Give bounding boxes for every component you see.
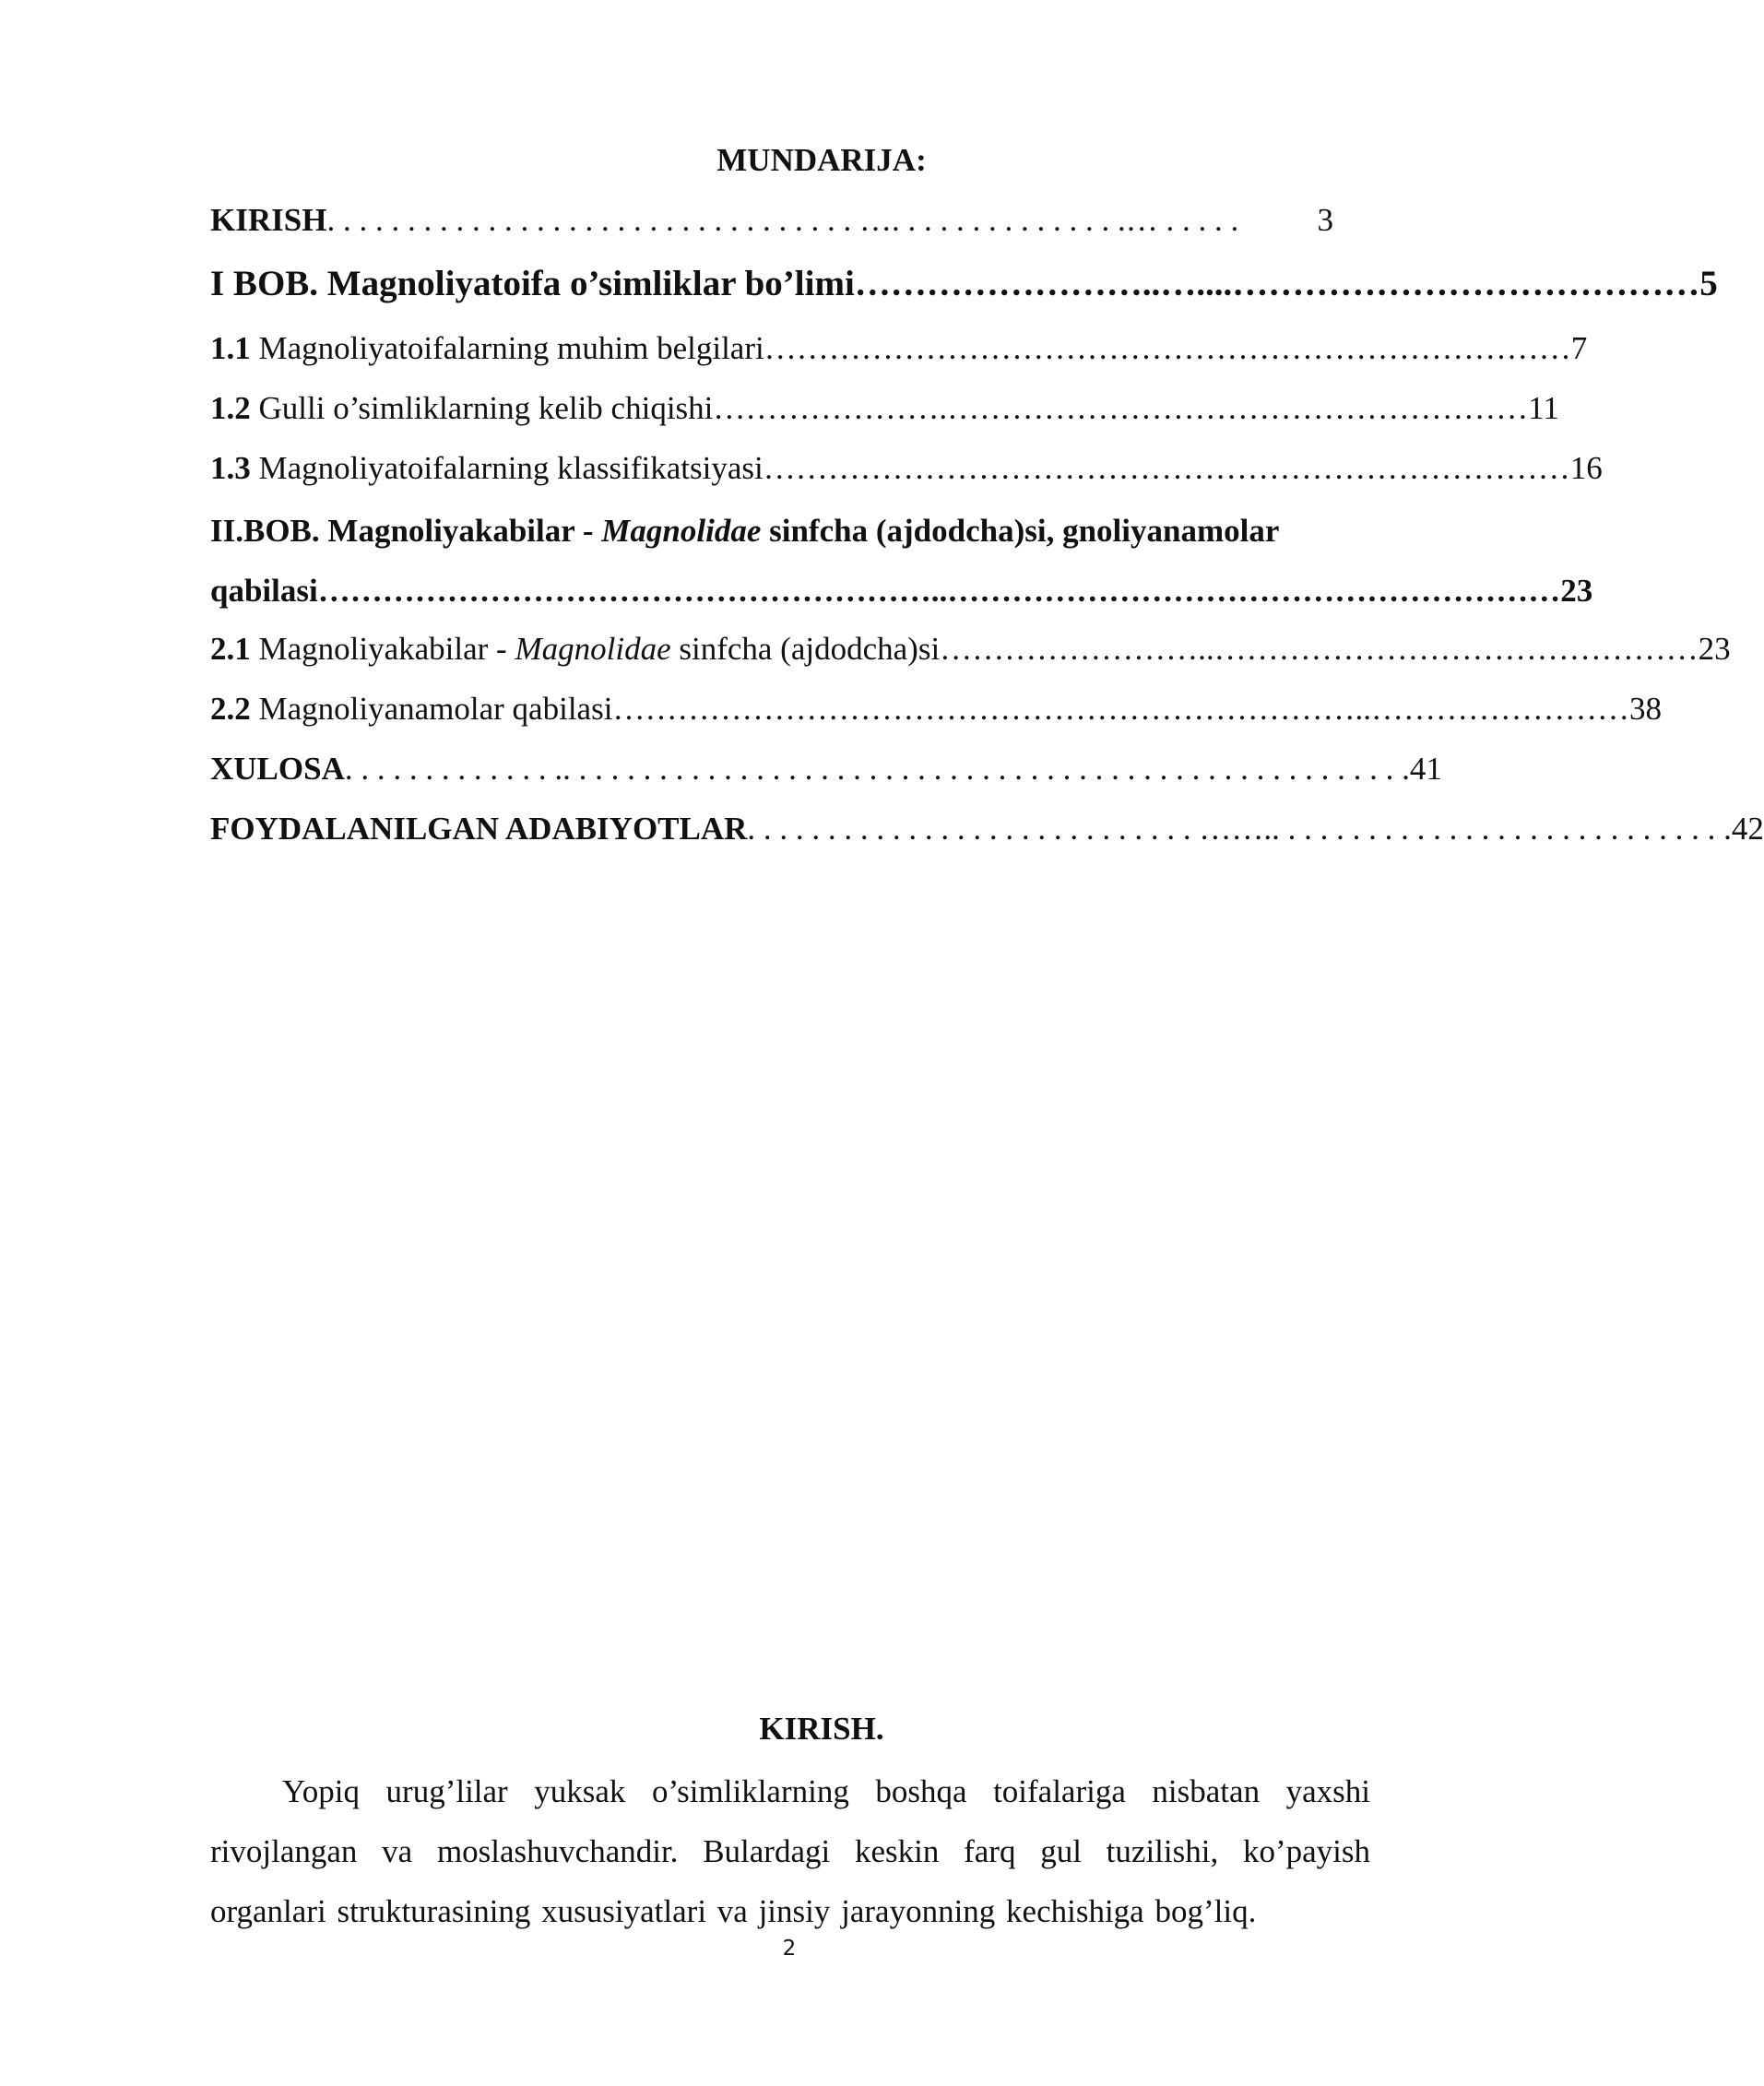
toc-page-number: 41: [1409, 751, 1442, 787]
toc-latin-name: Magnolidae: [515, 631, 671, 667]
toc-section-title-end: sinfcha (ajdodcha)si: [670, 631, 941, 667]
toc-chapter-prefix: II.BOB. Magnoliyakabilar -: [210, 513, 602, 549]
toc-entry-label: KIRISH: [210, 202, 327, 238]
toc-entry-chapter-1[interactable]: [210, 261, 1718, 307]
toc-latin-name: Magnolidae: [601, 513, 762, 549]
toc-section-title: Magnoliyatoifalarning klassifikatsiyasi: [250, 450, 764, 486]
toc-page-number: 3: [1317, 202, 1333, 238]
toc-entry-1-1[interactable]: [210, 326, 1588, 372]
toc-entry-label: XULOSA: [210, 751, 345, 787]
toc-entry-1-2[interactable]: [210, 385, 1559, 432]
toc-entry-label-start: [210, 501, 1279, 561]
toc-section-number: 1.3: [210, 450, 251, 486]
toc-leader-dots: ………………….………………………………………………: [713, 390, 1529, 426]
toc-entry-2-1[interactable]: [210, 626, 1731, 672]
toc-section-number: 2.2: [210, 691, 251, 727]
toc-leader-dots: . . . . . . . . . . . . . .. . . . . . . . . . . . . . . . . . . . . . . . . . . . . . . . . . . . . . . . . . . . . . . . . . . . .: [344, 751, 1410, 787]
toc-entry-label: FOYDALANILGAN ADABIYOTLAR: [210, 811, 748, 847]
toc-leader-dots: …………………………………………………………………: [763, 450, 1570, 486]
toc-section-title-start: Magnoliyakabilar -: [250, 631, 515, 667]
toc-leader-dots: ……………………………………………………………..……………………: [612, 691, 1629, 727]
toc-leader-dots: …………………………………………………………………: [764, 330, 1571, 366]
toc-chapter-suffix: sinfcha (ajdodcha)si, gnoliyanamolar: [761, 513, 1280, 549]
intro-paragraph: Yopiq urug’lilar yuksak o’simliklarning boshqa toifalariga nisbatan yaxshi rivojlangan va moslashuvchandir. Bulardagi keskin farq gul tuzilishi, ko’payish organlari strukturasining xususiyatlari va jinsiy jarayonning kechishiga bog’liq.: [210, 1773, 1370, 1929]
toc-page-number: 5: [1699, 264, 1718, 303]
toc-entry-line: [210, 561, 1593, 621]
page-number: 2: [782, 1937, 797, 1961]
toc-entry-references[interactable]: [210, 806, 1764, 852]
toc-leader-dots: . . . . . . . . . . . . . . . . . . . . . . . . . . . . . . . . . …. . . . . . . . . . . . . . .… . . . . .: [326, 202, 1239, 238]
toc-page-number: 23: [1698, 631, 1731, 667]
toc-entry-label: [210, 326, 764, 372]
toc-section-title: Gulli o’simliklarning kelib chiqishi: [250, 390, 714, 426]
toc-entry-line: [210, 501, 1359, 561]
toc-section-number: 1.2: [210, 390, 251, 426]
toc-entry-chapter-2[interactable]: [210, 501, 1593, 621]
toc-entry-kirish[interactable]: [210, 197, 1333, 243]
toc-entry-xulosa[interactable]: [210, 746, 1442, 792]
toc-page-number: 16: [1569, 450, 1603, 486]
toc-entry-label: I BOB. Magnoliyatoifa o’simliklar bo’limi: [210, 264, 855, 303]
toc-leader-dots: ……………………..…....…………………………………: [854, 264, 1700, 303]
toc-page-number: 11: [1528, 390, 1559, 426]
toc-section-title: Magnoliyatoifalarning muhim belgilari: [250, 330, 764, 366]
toc-entry-label-end: qabilasi: [210, 573, 318, 609]
toc-entry-label: [210, 626, 940, 672]
toc-page-number: 23: [1560, 573, 1593, 609]
toc-section-number: 1.1: [210, 330, 251, 366]
toc-leader-dots: ……………………..………………………………………: [940, 631, 1699, 667]
toc-page-number: 38: [1628, 691, 1662, 727]
toc-entry-label: [210, 385, 713, 432]
toc-entry-label: [210, 445, 764, 492]
toc-entry-1-3[interactable]: [210, 445, 1603, 492]
toc-page-number: 42: [1731, 811, 1764, 847]
toc-title: MUNDARIJA:: [716, 142, 927, 178]
toc-entry-label: [210, 686, 612, 732]
toc-leader-dots: . . . . . . . . . . . . . . . . . . . . . . . . . . . . …….. . . . . . . . . . . . . . . . . . . . . . . . . . . . .: [747, 811, 1732, 847]
intro-title: KIRISH.: [759, 1711, 884, 1747]
toc-section-title: Magnoliyanamolar qabilasi: [250, 691, 613, 727]
toc-leader-dots: …………………………………………………..…………………………………………………: [317, 573, 1561, 609]
toc-page-number: 7: [1570, 330, 1588, 366]
toc-entry-2-2[interactable]: [210, 686, 1662, 732]
toc-section-number: 2.1: [210, 631, 251, 667]
